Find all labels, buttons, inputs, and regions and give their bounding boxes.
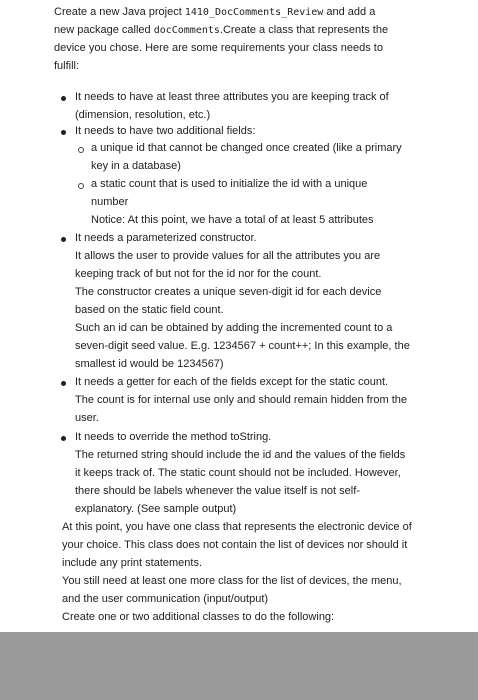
intro-line-2	[54, 23, 388, 38]
req4-line-3: user.	[75, 412, 99, 424]
intro-line-1	[54, 5, 375, 20]
bullet-icon	[61, 381, 66, 386]
req5-line-4: there should be labels whenever the value itself is not self-	[75, 485, 360, 497]
intro-line-4: fulfill:	[54, 60, 80, 72]
req3-line-7: seven-digit seed value. E.g. 1234567 + count++; In this example, the	[75, 340, 410, 352]
req3-line-1: It needs a parameterized constructor.	[75, 232, 257, 244]
req3-line-3: keeping track of but not for the id nor for the count.	[75, 268, 322, 280]
req3-line-5: based on the static field count.	[75, 304, 224, 316]
req5-line-1: It needs to override the method toString.	[75, 431, 272, 443]
req2-notice: Notice: At this point, we have a total of at least 5 attributes	[91, 214, 374, 226]
closing-line-4: You still need at least one more class for the list of devices, the menu,	[62, 575, 402, 587]
req3-line-2: It allows the user to provide values for all the attributes you are	[75, 250, 381, 262]
intro-text: .Create a class that represents the	[219, 24, 389, 36]
req1-line-1: It needs to have at least three attributes you are keeping track of	[75, 91, 389, 103]
intro-line-3: device you chose. Here are some requirements your class needs to	[54, 42, 383, 54]
req2-sub1-line-2: key in a database)	[91, 160, 181, 172]
intro-text: Create a new Java project	[54, 6, 185, 18]
sub-bullet-icon	[78, 183, 84, 189]
req4-line-2: The count is for internal use only and should remain hidden from the	[75, 394, 408, 406]
req5-line-3: it keeps track of. The static count should not be included. However,	[75, 467, 401, 479]
closing-line-6: Create one or two additional classes to do the following:	[62, 611, 335, 623]
req2-line-1: It needs to have two additional fields:	[75, 125, 256, 137]
req3-line-4: The constructor creates a unique seven-digit id for each device	[75, 286, 382, 298]
project-name-code: 1410_DocComments_Review	[184, 7, 324, 18]
bullet-icon	[61, 237, 66, 242]
bullet-icon	[61, 130, 66, 135]
req1-line-2: (dimension, resolution, etc.)	[75, 109, 211, 121]
req3-line-8: smallest id would be 1234567)	[75, 358, 224, 370]
req5-line-2: The returned string should include the id and the values of the fields	[75, 449, 406, 461]
closing-line-1: At this point, you have one class that represents the electronic device of	[62, 521, 412, 533]
req2-sub2-line-2: number	[91, 196, 129, 208]
bullet-icon	[61, 96, 66, 101]
package-name-code: docComments	[153, 25, 220, 36]
intro-text: and add a	[323, 6, 376, 18]
blurred-footer-overlay	[0, 632, 478, 700]
req2-sub1-line-1: a unique id that cannot be changed once created (like a primary	[91, 142, 402, 154]
closing-line-3: include any print statements.	[62, 557, 203, 569]
req5-line-5: explanatory. (See sample output)	[75, 503, 237, 515]
bullet-icon	[61, 436, 66, 441]
closing-line-2: your choice. This class does not contain the list of devices nor should it	[62, 539, 408, 551]
req3-line-6: Such an id can be obtained by adding the incremented count to a	[75, 322, 393, 334]
closing-line-5: and the user communication (input/output)	[62, 593, 269, 605]
req4-line-1: It needs a getter for each of the fields except for the static count.	[75, 376, 389, 388]
req2-sub2-line-1: a static count that is used to initialize the id with a unique	[91, 178, 368, 190]
intro-text: new package called	[54, 24, 154, 36]
sub-bullet-icon	[78, 147, 84, 153]
